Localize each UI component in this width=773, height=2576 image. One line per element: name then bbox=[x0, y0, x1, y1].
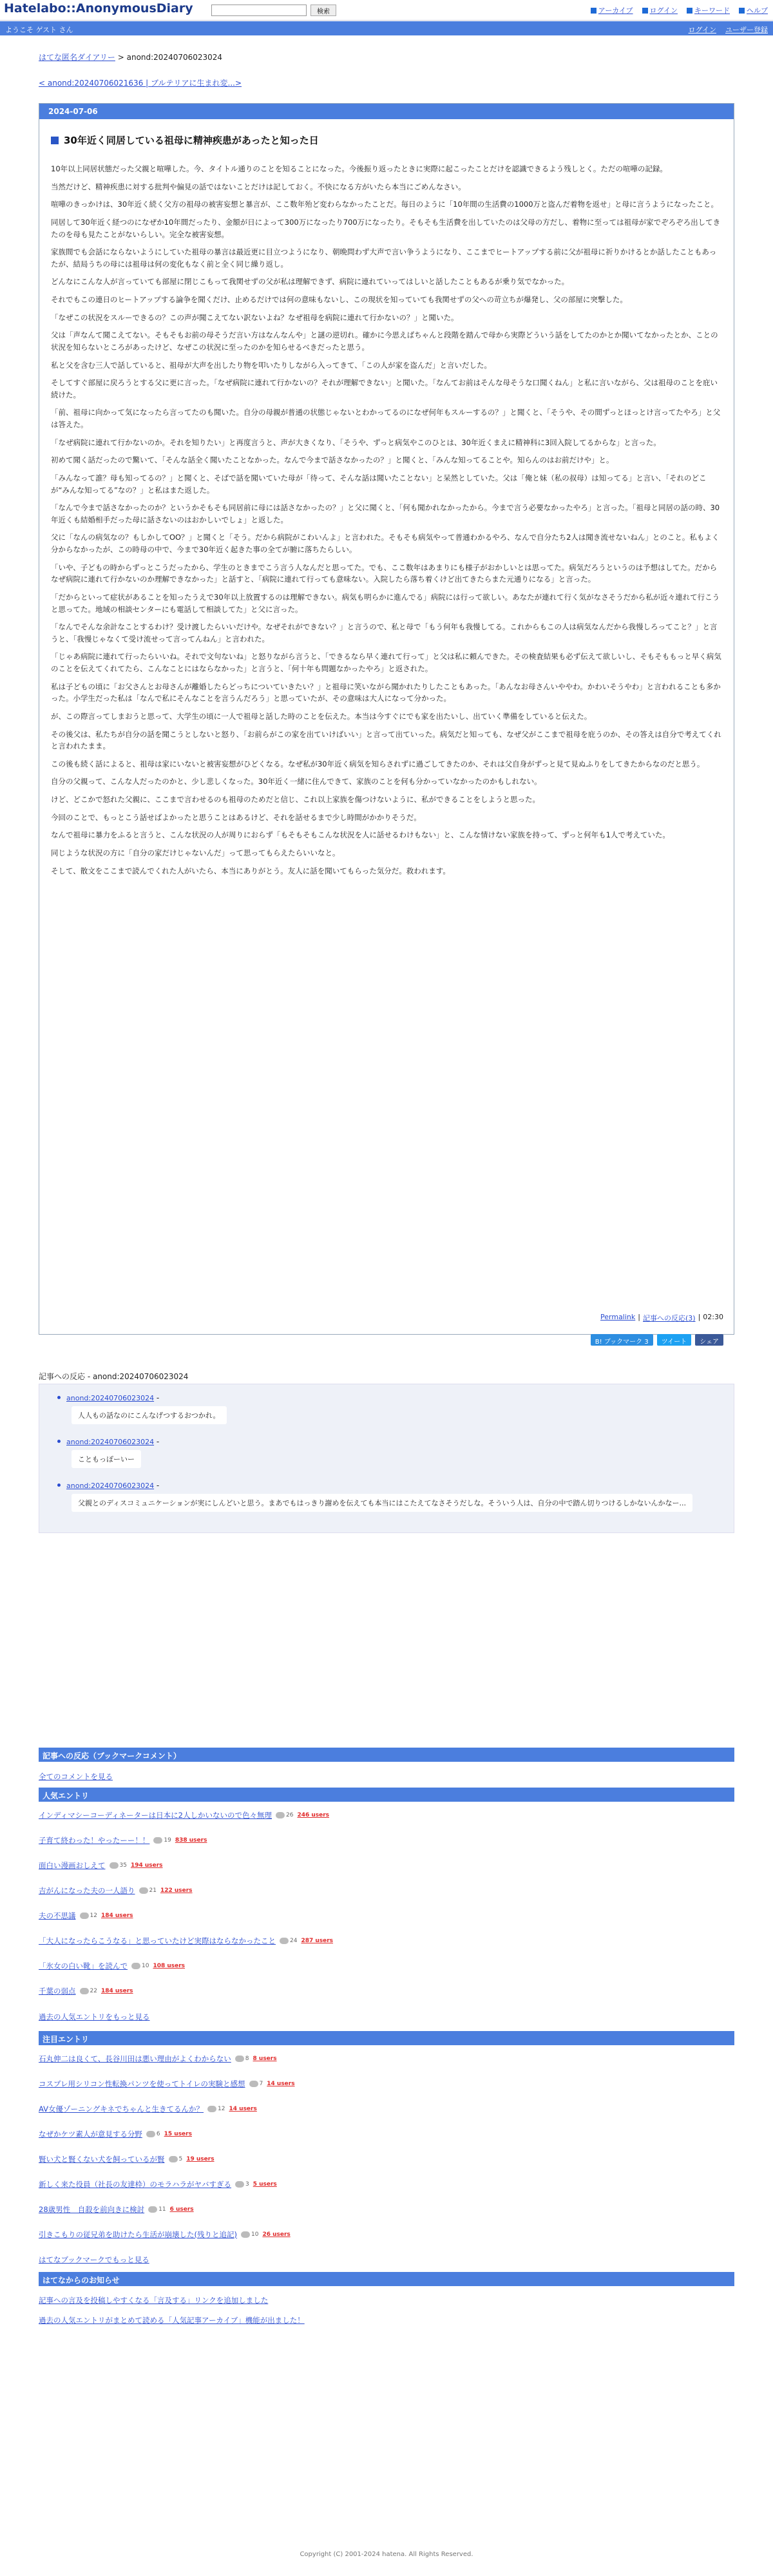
article-paragraph: そしてすぐ部屋に戻ろうとする父に更に言った。「なぜ病院に連れて行かないの？それが理解できない」と聞いた。「なんてお前はそんな母そうな口聞くねん」と私に言いながら、父は祖母のことを庇い続けた。 bbox=[51, 378, 718, 399]
reaction-text: 父親とのディスコミュニケーションが実にしんどいと思う。まあでもはっきり謝めを伝えても本当にはこたえてなさそうだしな。そういう人は、自分の中で踏ん切りつけるしかないんかなー... bbox=[72, 1494, 692, 1512]
nav-help[interactable] bbox=[739, 5, 768, 15]
reaction-link[interactable]: anond:20240706023024 bbox=[66, 1482, 155, 1490]
bookmark-count bbox=[235, 2181, 249, 2188]
users-badge[interactable]: 246 users bbox=[297, 1812, 330, 1818]
article-paragraph: 「じゃあ病院に連れて行ったらいいね。それで文句ないね」と怒りながら言うと、「できるなら早く連れて行って」と父は私に頼んできた。その検査結果も必ず伝えて欲しいし、そもそももっと早く病気のことを伝えてくれてたら、こんなことにはならなかった」と言うと、「何十年も問題なかったやろ」と返された。 bbox=[51, 652, 721, 673]
facebook-share-button[interactable]: シェア bbox=[695, 1334, 723, 1346]
breadcrumb-sep: > bbox=[115, 53, 127, 62]
entry-title[interactable]: 面白い漫画おしえて bbox=[39, 1861, 106, 1870]
nav-archive-label: アーカイブ bbox=[598, 6, 633, 15]
bookmark-count-value: 5 bbox=[178, 2156, 183, 2162]
article-paragraph: 当然だけど、精神疾患に対する批判や偏見の話ではないことだけは記しておく。不快になる方がいたら本当にごめんなさい。 bbox=[51, 182, 466, 191]
article-paragraph: 「だからといって症状があることを知ったうえで30年以上放置するのは理解できない。病気も明らかに進んでる」病院には行って欲しい。あなたが連れて行く気がなさそうだから私が近々連れて行こうと思ってた。地域の相談センターにも電話して相談してた」と父に言った。 bbox=[51, 592, 720, 614]
users-badge[interactable]: 838 users bbox=[175, 1837, 207, 1844]
users-badge[interactable]: 8 users bbox=[253, 2056, 277, 2062]
reaction-item: anond:20240706023024 - こともっぽーいー bbox=[66, 1437, 159, 1468]
entry-row bbox=[39, 1961, 734, 1971]
comment-icon bbox=[80, 1988, 89, 1994]
bookmark-count-value: 19 bbox=[164, 1837, 171, 1844]
comment-icon bbox=[241, 2231, 250, 2238]
users-badge[interactable]: 26 users bbox=[262, 2231, 291, 2238]
users-badge[interactable]: 108 users bbox=[153, 1963, 186, 1969]
archive-icon bbox=[591, 8, 596, 14]
notice-link[interactable]: 記事への言及を投稿しやすくなる「言及する」リンクを追加しました bbox=[39, 2296, 269, 2305]
reactions-box bbox=[39, 1384, 734, 1533]
login-icon bbox=[642, 8, 648, 14]
bookmark-more-link[interactable]: はてなブックマークでもっと見る bbox=[39, 2255, 149, 2264]
entry-row bbox=[39, 1885, 734, 1896]
bookmark-count-value: 8 bbox=[245, 2056, 249, 2062]
bookmark-count bbox=[139, 1887, 157, 1894]
bullet-icon bbox=[57, 1440, 61, 1443]
article-paragraph: どんなにこんな人が言っていても部屋に閉じこもって我関せずの父が私は理解できず、病院に連れていってはしいと話したこともあるが乗り気でなかった。 bbox=[51, 277, 569, 287]
tweet-button[interactable]: ツイート bbox=[657, 1334, 692, 1346]
notice-header: はてなからのお知らせ bbox=[39, 2272, 734, 2286]
bookmark-count-value: 35 bbox=[119, 1862, 127, 1869]
article-paragraph: なんで祖母に暴力をふると言うと、こんな状況の人が周りにおらず「もそもそもこんな状況を人に話せるわけもない」と、こんな情けない家族を持って、ずっと何年も1人で考えていた。 bbox=[51, 830, 670, 840]
article-paragraph: 「みんなって誰？母も知ってるの？」と聞くと、そばで話を聞いていた母が「待って、そんな話は聞いたことない」と呆然としていた。父は「俺と妹（私の叔母）は知ってる」と言い、「それのどこが“みんな知ってる”なの？」と私はまた返した。 bbox=[51, 473, 707, 495]
comment-icon bbox=[139, 1887, 148, 1894]
article-paragraph: それでもこの連日のヒートアップする論争を聞くだけ、止めるだけでは何の意味もないし、この現状を知っていても我関せずの父への苛立ちが爆発し、父の部屋に突撃した。 bbox=[51, 295, 627, 304]
top-nav bbox=[591, 5, 768, 15]
search-button[interactable]: 検索 bbox=[310, 5, 336, 16]
bookmark-count-value: 22 bbox=[90, 1988, 97, 1994]
bookmark-count-value: 21 bbox=[149, 1887, 157, 1894]
entry-title[interactable]: インディマシーコーディネーターは日本に2人しかいないので色々無理 bbox=[39, 1811, 272, 1820]
entry-title[interactable]: コスプレ用シリコン性転換パンツを使ってトイレの実験と感想 bbox=[39, 2079, 245, 2088]
nav-archive[interactable] bbox=[591, 5, 633, 15]
article-paragraph: そして、散文をここまで読んでくれた人がいたら、本当にありがとう。友人に話を聞いてもらった気分だ。救われます。 bbox=[51, 866, 450, 875]
article-paragraph: 今回のことで、もっとこう話せばよかったと思うことはあるけど、それを話せるまで少し時間がかかりそうだ。 bbox=[51, 812, 421, 822]
entry-title[interactable]: 引きこもりの従兄弟を助けたら生活が崩壊した(残りと追記) bbox=[39, 2230, 237, 2239]
reaction-text: 人人もの話なのにこんなげつするおつかれ。 bbox=[72, 1406, 227, 1424]
entry-title[interactable]: 夫の不思議 bbox=[39, 1911, 76, 1920]
entry-title[interactable]: 千葉の弱点 bbox=[39, 1987, 76, 1996]
comment-icon bbox=[235, 2181, 244, 2188]
bookmark-count bbox=[280, 1938, 297, 1944]
bookmark-count-value: 10 bbox=[142, 1963, 149, 1969]
entry-row bbox=[39, 2054, 734, 2064]
users-badge[interactable]: 194 users bbox=[130, 1862, 163, 1869]
article-paragraph: この後も続く話によると、祖母は家にいないと被害妄想がひどくなる。なぜ私が30年近く病気を知らされずに過ごしてきたのか、それは父自身がずっと見て見ぬふりをしてきたからなのだと思う。 bbox=[51, 759, 705, 768]
article-paragraph: 父は「声なんて聞こえてない。そもそもお前の母そうだ言い方はなんなんや」と謎の逆切れ。確かに今思えばちゃんと段階を踏んで母から実際どういう話をしてたのかとか聞いてなかったとか、ことの状況を知らないところがあったけど、なぜこの状況に至ったのかを知らせるべきだったと思う。 bbox=[51, 330, 718, 352]
comment-icon bbox=[207, 2106, 216, 2112]
entry-row bbox=[39, 1835, 734, 1846]
entry-title[interactable]: 賢い犬と賢くない犬を飼っているが賢 bbox=[39, 2155, 165, 2164]
bookmark-count bbox=[249, 2081, 263, 2087]
article-paragraph: 喧嘩のきっかけは、30年近く続く父方の祖母の被害妄想と暴言が、ここ数年殆ど変わらなかったことだ。毎日のように「10年間の生活費の1000万と盗んだ着物を返せ」と母に言うようになったこと。 bbox=[51, 200, 719, 209]
keyword-icon bbox=[687, 8, 692, 14]
article-paragraph: 「なぜこの状況をスルーできるの？この声が聞こえてない訳ないよね？なぜ祖母を病院に連れて行かないの？」と聞いた。 bbox=[51, 312, 459, 322]
article-paragraph: 「前、祖母に向かって気になったら言ってたのも聞いた。自分の母親が普通の状態じゃないとわかってるのになぜ何年もスルーするの？」と聞くと、「そうや、その間ずっとほっとけ言ってたやろ」と父は答えた。 bbox=[51, 408, 721, 429]
users-badge[interactable]: 14 users bbox=[267, 2081, 295, 2087]
users-badge[interactable]: 15 users bbox=[164, 2131, 192, 2137]
nav-keyword[interactable] bbox=[687, 5, 730, 15]
bookmark-count bbox=[80, 1913, 97, 1919]
popular-more-link[interactable]: 過去の人気エントリをもっと見る bbox=[39, 2012, 150, 2021]
article bbox=[39, 103, 734, 1346]
post-time: 02:30 bbox=[703, 1313, 723, 1321]
users-badge[interactable]: 5 users bbox=[253, 2181, 277, 2188]
entry-title[interactable]: 28歳男性 自殺を前向きに検討 bbox=[39, 2205, 145, 2214]
users-badge[interactable]: 287 users bbox=[301, 1938, 334, 1944]
entry-title[interactable]: 子育て終わった！やったーー！！ bbox=[39, 1836, 150, 1845]
login-link[interactable]: ログイン bbox=[688, 26, 716, 34]
bookmark-count bbox=[207, 2106, 225, 2112]
popular-header: 人気エントリ bbox=[39, 1788, 734, 1802]
entry-title[interactable]: 石丸伸二は良くて、長谷川田は悪い理由がよくわからない bbox=[39, 2054, 231, 2063]
entry-row bbox=[39, 2079, 734, 2089]
help-icon bbox=[739, 8, 745, 14]
reaction-link[interactable]: anond:20240706023024 bbox=[66, 1394, 155, 1402]
users-badge[interactable]: 122 users bbox=[160, 1887, 193, 1894]
nav-keyword-label: キーワード bbox=[694, 6, 730, 15]
entry-row bbox=[39, 1986, 734, 1996]
welcome-text: ようこそ ゲスト さん bbox=[5, 26, 73, 34]
hatena-bookmark-button[interactable]: B! ブックマーク 3 bbox=[591, 1334, 653, 1346]
entry-title[interactable]: 「氷女の白い靴」を読んで bbox=[39, 1961, 128, 1970]
article-paragraph: 同居して30年近く経つのになぜか10年間だったり、金額が日によって300万になったり700万になったり。そもそも生活費を出していたのは父母の方だし、着物に至っては祖母が家でぞろぞろ出してきたのを母も見たことがないらしい。完全な被害妄想。 bbox=[51, 217, 721, 239]
article-paragraph: 10年以上同居状態だった父親と喧嘩した。今、タイトル通りのことを知ることになった。今後振り返ったときに実際に起こったことだけを認識できるよう残しとく。ただの喧嘩の記録。 bbox=[51, 164, 667, 173]
bookmark-count bbox=[80, 1988, 97, 1994]
reactions-title: 記事への反応 - anond:20240706023024 bbox=[39, 1372, 189, 1381]
bookmark-count bbox=[131, 1963, 149, 1969]
site-logo[interactable]: Hatelabo::AnonymousDiary bbox=[4, 1, 193, 15]
breadcrumb-root[interactable]: はてな匿名ダイアリー bbox=[39, 53, 115, 62]
bookmark-count-value: 12 bbox=[218, 2106, 225, 2112]
entry-title[interactable]: 「大人になったらこうなる」と思っていたけど実際はならなかったこと bbox=[39, 1936, 276, 1945]
article-date: 2024-07-06 bbox=[39, 104, 734, 119]
nav-help-label: ヘルプ bbox=[747, 6, 768, 15]
bookmark-count-value: 11 bbox=[158, 2206, 166, 2213]
nav-login-label: ログイン bbox=[649, 6, 678, 15]
notable-header: 注目エントリ bbox=[39, 2031, 734, 2045]
notice-link[interactable]: 過去の人気エントリがまとめて読める「人気記事アーカイブ」機能が出ました！ bbox=[39, 2316, 305, 2325]
entry-row bbox=[39, 2179, 734, 2190]
entry-row bbox=[39, 1911, 734, 1921]
all-comments-link[interactable]: 全てのコメントを見る bbox=[39, 1772, 113, 1781]
article-paragraph: 「なぜ病院に連れて行かないのか。それを知りたい」と再度言うと、声が大きくなり、「そうや、ずっと病気やこのひとは、30年近くまえに精神科に3回入院してるからな」と言った。 bbox=[51, 437, 661, 447]
comment-icon bbox=[110, 1862, 119, 1869]
comment-icon bbox=[235, 2056, 244, 2062]
entry-row bbox=[39, 2154, 734, 2164]
share-buttons bbox=[591, 1334, 723, 1346]
article-paragraph: 父に「なんの病気なの？もしかしてOO？」と聞くと「そう。だから病院がこわいんよ」と言われた。そもそも病気やって普通わかるやろ、なんで自分たち2人は聞き流せないねん」とのこと。私もよく分からなかったが、この時母の中で、今まで30年近く起きた事の全てが腑に落ちたらしい。 bbox=[51, 533, 720, 554]
reaction-item: anond:20240706023024 - 人人もの話なのにこんなげつするおつかれ。 bbox=[66, 1393, 227, 1424]
comment-icon bbox=[148, 2206, 157, 2213]
users-badge[interactable]: 6 users bbox=[169, 2206, 194, 2213]
article-paragraph: けど、どこかで怒れた父親に、ここまで言わせるのも祖母のためだと信じ、これ以上家族を傷つけないように、私ができることをしようと思った。 bbox=[51, 795, 540, 804]
permalink[interactable]: Permalink bbox=[600, 1313, 636, 1321]
bookmark-count bbox=[241, 2231, 258, 2238]
article-title[interactable]: 30年近く同居している祖母に精神疾患があったと知った日 bbox=[64, 135, 319, 146]
article-paragraph: 初めて聞く話だったので驚いて、「そんな話全く聞いたことなかった。なんで今まで話さなかったの？」と聞くと、「みんな知ってることや。知らんのはお前だけや」と。 bbox=[51, 455, 614, 465]
bookmark-count bbox=[148, 2206, 166, 2213]
article-paragraph: 「なんで今まで話さなかったのか？というかそもそも同居前に母には話さなかったの？」と父に聞くと、「何も聞かれなかったから。今まで言う必要なかったやろ」と言った。「祖母と同居の話の時、30年近くも結婚相手だった母に話さないのはおかしいでしょ」と返した。 bbox=[51, 503, 720, 524]
bookmark-count-value: 6 bbox=[156, 2131, 160, 2137]
entry-title[interactable]: 吉がんになった夫の一人語り bbox=[39, 1886, 135, 1895]
entry-title[interactable]: 新しく来た役員（社長の友達枠）のモラハラがヤバすぎる bbox=[39, 2180, 231, 2189]
bookmark-count-value: 10 bbox=[251, 2231, 259, 2238]
comment-icon bbox=[276, 1812, 285, 1818]
bookmark-count-value: 3 bbox=[245, 2181, 249, 2188]
comment-icon bbox=[146, 2131, 155, 2137]
comment-icon bbox=[153, 1837, 162, 1844]
bookmark-comments-header: 記事への反応（ブックマークコメント） bbox=[39, 1748, 734, 1762]
article-paragraph: その後父は、私たちが自分の話を聞こうとしないと怒り、「お前らがこの家を出ていけばいい」と言って出ていった。病気だと知っても、なぜ父がここまで祖母を庇うのか、その答えは自分で考えてくれと言われたまま。 bbox=[51, 729, 721, 751]
article-paragraph: 「いや、子どもの時からずっとこうだったから、学生のときまでこう言う人なんだと思ってた。でも、ここ数年はあまりにも様子がおかしいとは思ってた。病気だろうというのは予想はしてた。だからなぜ病院に連れて行かないのか理解できなかった」と話すと、「病院に連れて行っても意味ない。入院したら落ち着くけど出てきたらまた元通りになる」と言った。 bbox=[51, 562, 718, 584]
breadcrumb-current: anond:20240706023024 bbox=[126, 53, 223, 62]
bookmark-count bbox=[110, 1862, 127, 1869]
bookmark-count bbox=[169, 2156, 183, 2162]
comment-icon bbox=[169, 2156, 178, 2162]
users-badge[interactable]: 184 users bbox=[100, 1988, 133, 1994]
reaction-item: anond:20240706023024 - 父親とのディスコミュニケーションが実にしんどいと思う。まあでもはっきり謝めを伝えても本当にはこたえてなさそうだしな。そういう人は、自分の中で踏ん切りつけるしかないんかなー... bbox=[66, 1481, 692, 1512]
article-paragraph: 同じような状況の方に「自分の家だけじゃないんだ」って思ってもらえたらいいなと。 bbox=[51, 848, 340, 857]
article-paragraph: 自分の父親って、こんな人だったのかと、少し悲しくなった。30年近く一緒に住んできて、家族のことを何も分かっていなかったのかもしれない。 bbox=[51, 777, 542, 787]
bookmark-count-value: 12 bbox=[90, 1913, 97, 1919]
entry-row bbox=[39, 1860, 734, 1871]
bookmark-count bbox=[235, 2056, 249, 2062]
bookmark-count bbox=[146, 2131, 160, 2137]
register-link[interactable]: ユーザー登録 bbox=[725, 26, 768, 34]
copyright: Copyright (C) 2001-2024 hatena. All Rights Reserved. bbox=[300, 2551, 473, 2558]
bookmark-count-value: 26 bbox=[285, 1812, 294, 1818]
users-badge[interactable]: 184 users bbox=[100, 1913, 133, 1919]
article-footer: Permalink | 記事への反応(3) | 02:30 bbox=[600, 1313, 723, 1322]
bullet-icon bbox=[57, 1484, 61, 1487]
bookmark-count bbox=[276, 1812, 293, 1818]
article-paragraph: 私は子どもの頃に「お父さんとお母さんが離婚したらどっちについていきたい？」と祖母に笑いながら聞かれたりしたこともあった。「あんなお母さんいややわ。かわいそうやわ」と言われることも多かった。小学生だった私は「なんで私にそんなことを言うんだろう」と思っていたが、その意味は大人になって分かった。 bbox=[51, 682, 721, 703]
user-bar bbox=[0, 21, 773, 35]
reactions-link[interactable]: 記事への反応(3) bbox=[642, 1314, 696, 1322]
bookmark-count-value: 24 bbox=[290, 1938, 298, 1944]
article-body bbox=[51, 163, 723, 883]
entry-row bbox=[39, 1810, 734, 1820]
comment-icon bbox=[249, 2081, 258, 2087]
reaction-text: こともっぽーいー bbox=[72, 1450, 141, 1468]
comment-icon bbox=[131, 1963, 140, 1969]
article-paragraph: が、この際言ってしまおうと思って、大学生の頃に一人で祖母と話した時のことを伝えた。本当は今すぐにでも家を出たいし、出ていく準備をしていると伝えた。 bbox=[51, 711, 592, 721]
breadcrumb bbox=[39, 52, 222, 62]
nav-login[interactable] bbox=[642, 5, 678, 15]
users-badge[interactable]: 19 users bbox=[186, 2156, 215, 2162]
entry-row bbox=[39, 2104, 734, 2114]
users-badge[interactable]: 14 users bbox=[229, 2106, 257, 2112]
prev-entry-link[interactable]: < anond:20240706021636 | ブルテリアに生まれ変...> bbox=[39, 79, 242, 88]
comment-icon bbox=[280, 1938, 289, 1944]
bookmark-count-value: 7 bbox=[259, 2081, 263, 2087]
entry-title[interactable]: なぜかケツ素人が意見する分野 bbox=[39, 2130, 142, 2139]
entry-title[interactable]: AV女優ゾーニングキネでちゃんと生きてるんか？ bbox=[39, 2104, 204, 2113]
title-marker-icon bbox=[51, 137, 59, 144]
reaction-link[interactable]: anond:20240706023024 bbox=[66, 1438, 155, 1446]
search-input[interactable] bbox=[211, 5, 307, 16]
top-bar bbox=[0, 0, 773, 21]
article-paragraph: 「なんでそんな余計なことするわけ？受け渡したらいいだけや。なぜそれができない？」と言うので、私と母で「もう何年も我慢してる。これからもこの人は病気なんだから我慢しろってこと？」と言うと、「我慢じゃなくて受け流せって言ってんねん」と言われた。 bbox=[51, 622, 718, 644]
entry-row bbox=[39, 1936, 734, 1946]
entry-row bbox=[39, 2129, 734, 2139]
bullet-icon bbox=[57, 1396, 61, 1399]
article-paragraph: 私と父を含む三人で話していると、祖母が大声を出したり物を叩いたりしながら入ってきて、「この人が家を盗んだ」と言いだした。 bbox=[51, 360, 492, 370]
entry-row bbox=[39, 2204, 734, 2215]
comment-icon bbox=[80, 1913, 89, 1919]
article-paragraph: 家族間でも会話にならないようにしていた祖母の暴言は最近更に目立つようになり、朝晩問わず大声で言い争うようになり、ここまでヒートアップする前に父が祖母に祈りかけるとか話したこともあったが、結局うちの母には祖母は何の変化もなく前と全く同じ繰り返し。 bbox=[51, 247, 717, 269]
entry-row bbox=[39, 2229, 734, 2240]
bookmark-count bbox=[153, 1837, 171, 1844]
